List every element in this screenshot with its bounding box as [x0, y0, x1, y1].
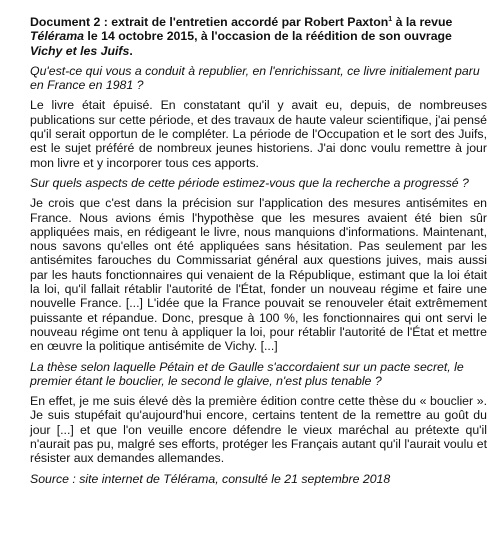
interview-answer-2: Je crois que c'est dans la précision sur l'application des mesures antisémites en France. Nous avions émis l'hypothèse que les mesures avaient été bien sûr appliquées mais, en rédigeant le livre, nous manquions d'informations. Maintenant, nous savons qu'elles ont été appliquées sans hésitation. Pas seulement par les antisémites farouches du Commissariat général aux questions juives, mais aussi par les hauts fonctionnaires qui venaient de la République, estimant que la loi était la loi, qu'il fallait rétablir l'autorité de l'État, fonder un nouveau régime et faire une nouvelle France. [...] L'idée que la France pouvait se renouveler était extrêmement puissante et répandue. Donc, presque à 100 %, les fonctionnaires qui ont servi le nouveau régime ont tenu à appliquer la loi, pour rétablir l'autorité de l'État et mettre en œuvre la politique antisémite de Vichy. [...]	[30, 196, 487, 354]
interview-question-1: Qu'est-ce qui vous a conduit à republier, en l'enrichissant, ce livre initialement paru en France en 1981 ?	[30, 63, 480, 93]
document-title	[30, 15, 487, 58]
title-mid-2: le 14 octobre 2015, à l'occasion de la réédition de son ouvrage	[84, 29, 452, 44]
book-title: Vichy et les Juifs	[30, 43, 130, 58]
footnote-mark: 1	[388, 16, 393, 23]
interview-question-2: Sur quels aspects de cette période estimez-vous que la recherche a progressé ?	[30, 175, 469, 190]
title-lead: Document 2 : extrait de l'entretien accordé par Robert Paxton	[30, 15, 389, 29]
title-mid-1: à la revue	[392, 15, 453, 29]
magazine-name: Télérama	[30, 29, 85, 44]
interview-answer-3: En effet, je me suis élevé dès la première édition contre cette thèse du « bouclier ». Je suis stupéfait qu'aujourd'hui encore, certains tentent de la remettre au goût du jour [...] et que l'on veuille encore défendre le vieux maréchal au prétexte qu'il n'aurait pas pu, malgré ses efforts, protéger les Français autant qu'il l'aurait voulu et résister aux demandes allemandes.	[30, 394, 487, 466]
interview-question-3: La thèse selon laquelle Pétain et de Gaulle s'accordaient sur un pacte secret, le premier étant le bouclier, le second le glaive, n'est plus tenable ?	[30, 359, 464, 388]
interview-answer-1: Le livre était épuisé. En constatant qu'il y avait eu, depuis, de nombreuses publications sur cette période, et des travaux de haute valeur scientifique, j'ai pensé qu'il serait opportun de le compléter. La période de l'Occupation et le sort des Juifs, est le sujet préféré de nombreux jeunes historiens. J'ai donc voulu remettre à jour mon livre et y incorporer tous ces apports.	[30, 98, 487, 170]
title-end: .	[129, 43, 133, 58]
source-citation: Source : site internet de Télérama, consulté le 21 septembre 2018	[30, 471, 391, 486]
